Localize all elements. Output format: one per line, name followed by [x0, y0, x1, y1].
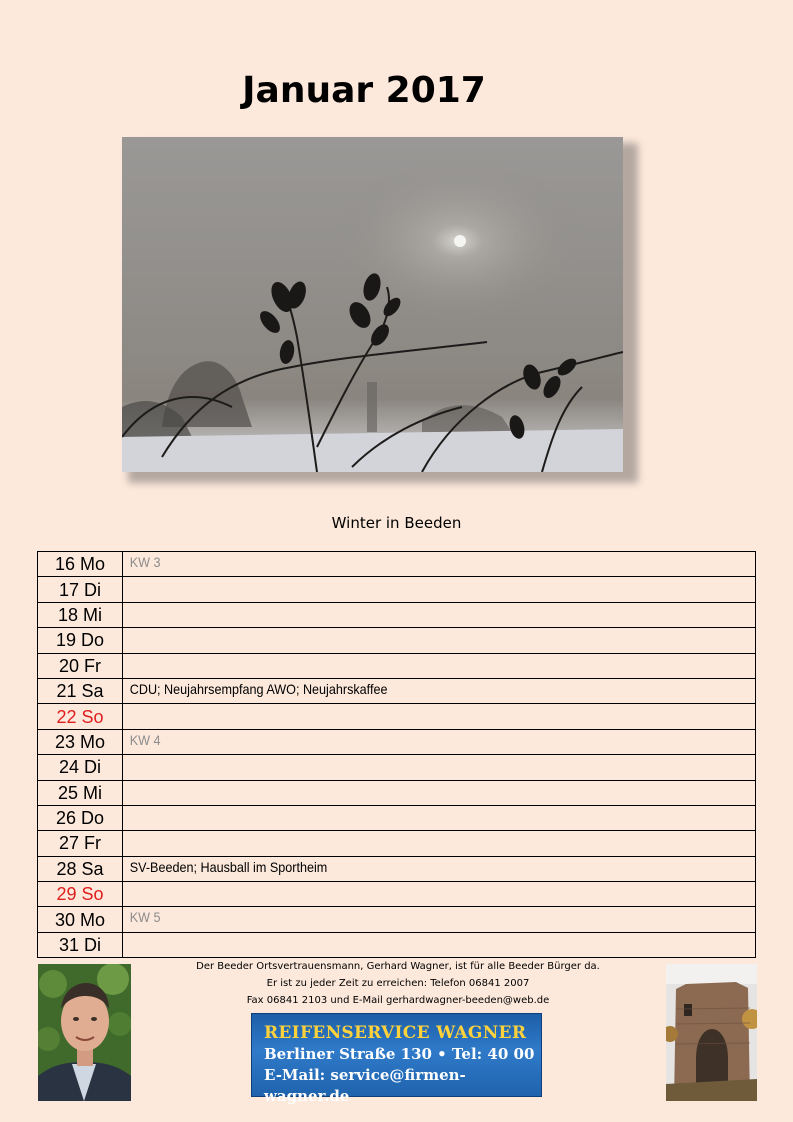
- calendar-day-label: 26 Do: [38, 805, 123, 830]
- calendar-event-note: [123, 704, 693, 729]
- calendar-event-note: [123, 755, 693, 780]
- ruin-photo: [666, 964, 757, 1101]
- calendar-row: [38, 678, 756, 703]
- calendar-row: [38, 856, 756, 881]
- calendar-event-note: [123, 628, 693, 653]
- calendar-day-label: 28 Sa: [38, 856, 123, 881]
- calendar-row: [38, 831, 756, 856]
- ad-email: E-Mail: service@firmen-wagner.de: [264, 1066, 466, 1105]
- calendar-row: [38, 704, 756, 729]
- calendar-row: [38, 577, 756, 602]
- calendar-event-note: [123, 932, 693, 957]
- calendar-day-label: 27 Fr: [38, 831, 123, 856]
- calendar-row: [38, 780, 756, 805]
- calendar-day-label: 21 Sa: [38, 678, 123, 703]
- calendar-day-label: 31 Di: [38, 932, 123, 957]
- calendar-week-label: KW 4: [123, 729, 693, 754]
- calendar-event-note: CDU; Neujahrsempfang AWO; Neujahrskaffee: [123, 678, 693, 703]
- photo-caption: Winter in Beeden: [331, 514, 462, 532]
- calendar-row: [38, 602, 756, 627]
- calendar-event-note: [123, 805, 693, 830]
- calendar-event-note: [123, 831, 693, 856]
- calendar-week-label: KW 5: [123, 907, 693, 932]
- calendar-day-label: 30 Mo: [38, 907, 123, 932]
- calendar-day-label: 29 So: [38, 882, 123, 907]
- calendar-row: [38, 653, 756, 678]
- footer-line-3: Fax 06841 2103 und E-Mail gerhardwagner-beeden@web.de: [246, 995, 550, 1006]
- ad-address: Berliner Straße 130 • Tel: 40 00: [264, 1045, 535, 1063]
- calendar-table: [37, 551, 756, 958]
- calendar-row: [38, 552, 756, 577]
- footer-line-2: Er ist zu jeder Zeit zu erreichen: Telefon 06841 2007: [266, 978, 530, 989]
- calendar-day-label: 16 Mo: [38, 552, 123, 577]
- advertisement-banner: [251, 1013, 542, 1105]
- calendar-event-note: [123, 602, 693, 627]
- calendar-week-label: KW 3: [123, 552, 693, 577]
- footer-line-1: Der Beeder Ortsvertrauensmann, Gerhard Wagner, ist für alle Beeder Bürger da.: [196, 961, 600, 972]
- footer-info: [130, 958, 666, 1009]
- calendar-day-label: 25 Mi: [38, 780, 123, 805]
- calendar-row: [38, 628, 756, 653]
- portrait-photo: [38, 964, 131, 1101]
- calendar-event-note: [123, 882, 693, 907]
- calendar-row: [38, 907, 756, 932]
- calendar-row: [38, 805, 756, 830]
- calendar-row: [38, 882, 756, 907]
- calendar-day-label: 22 So: [38, 704, 123, 729]
- calendar-day-label: 20 Fr: [38, 653, 123, 678]
- calendar-event-note: [123, 653, 693, 678]
- calendar-day-label: 24 Di: [38, 755, 123, 780]
- winter-photo: [122, 137, 623, 472]
- calendar-day-label: 17 Di: [38, 577, 123, 602]
- calendar-day-label: 19 Do: [38, 628, 123, 653]
- calendar-event-note: SV-Beeden; Hausball im Sportheim: [123, 856, 693, 881]
- calendar-event-note: [123, 577, 693, 602]
- calendar-row: [38, 755, 756, 780]
- calendar-row: [38, 729, 756, 754]
- page-title: Januar 2017: [242, 70, 486, 111]
- calendar-day-label: 23 Mo: [38, 729, 123, 754]
- ad-company-name: REIFENSERVICE WAGNER: [264, 1023, 527, 1043]
- calendar-row: [38, 932, 756, 957]
- calendar-day-label: 18 Mi: [38, 602, 123, 627]
- calendar-event-note: [123, 780, 693, 805]
